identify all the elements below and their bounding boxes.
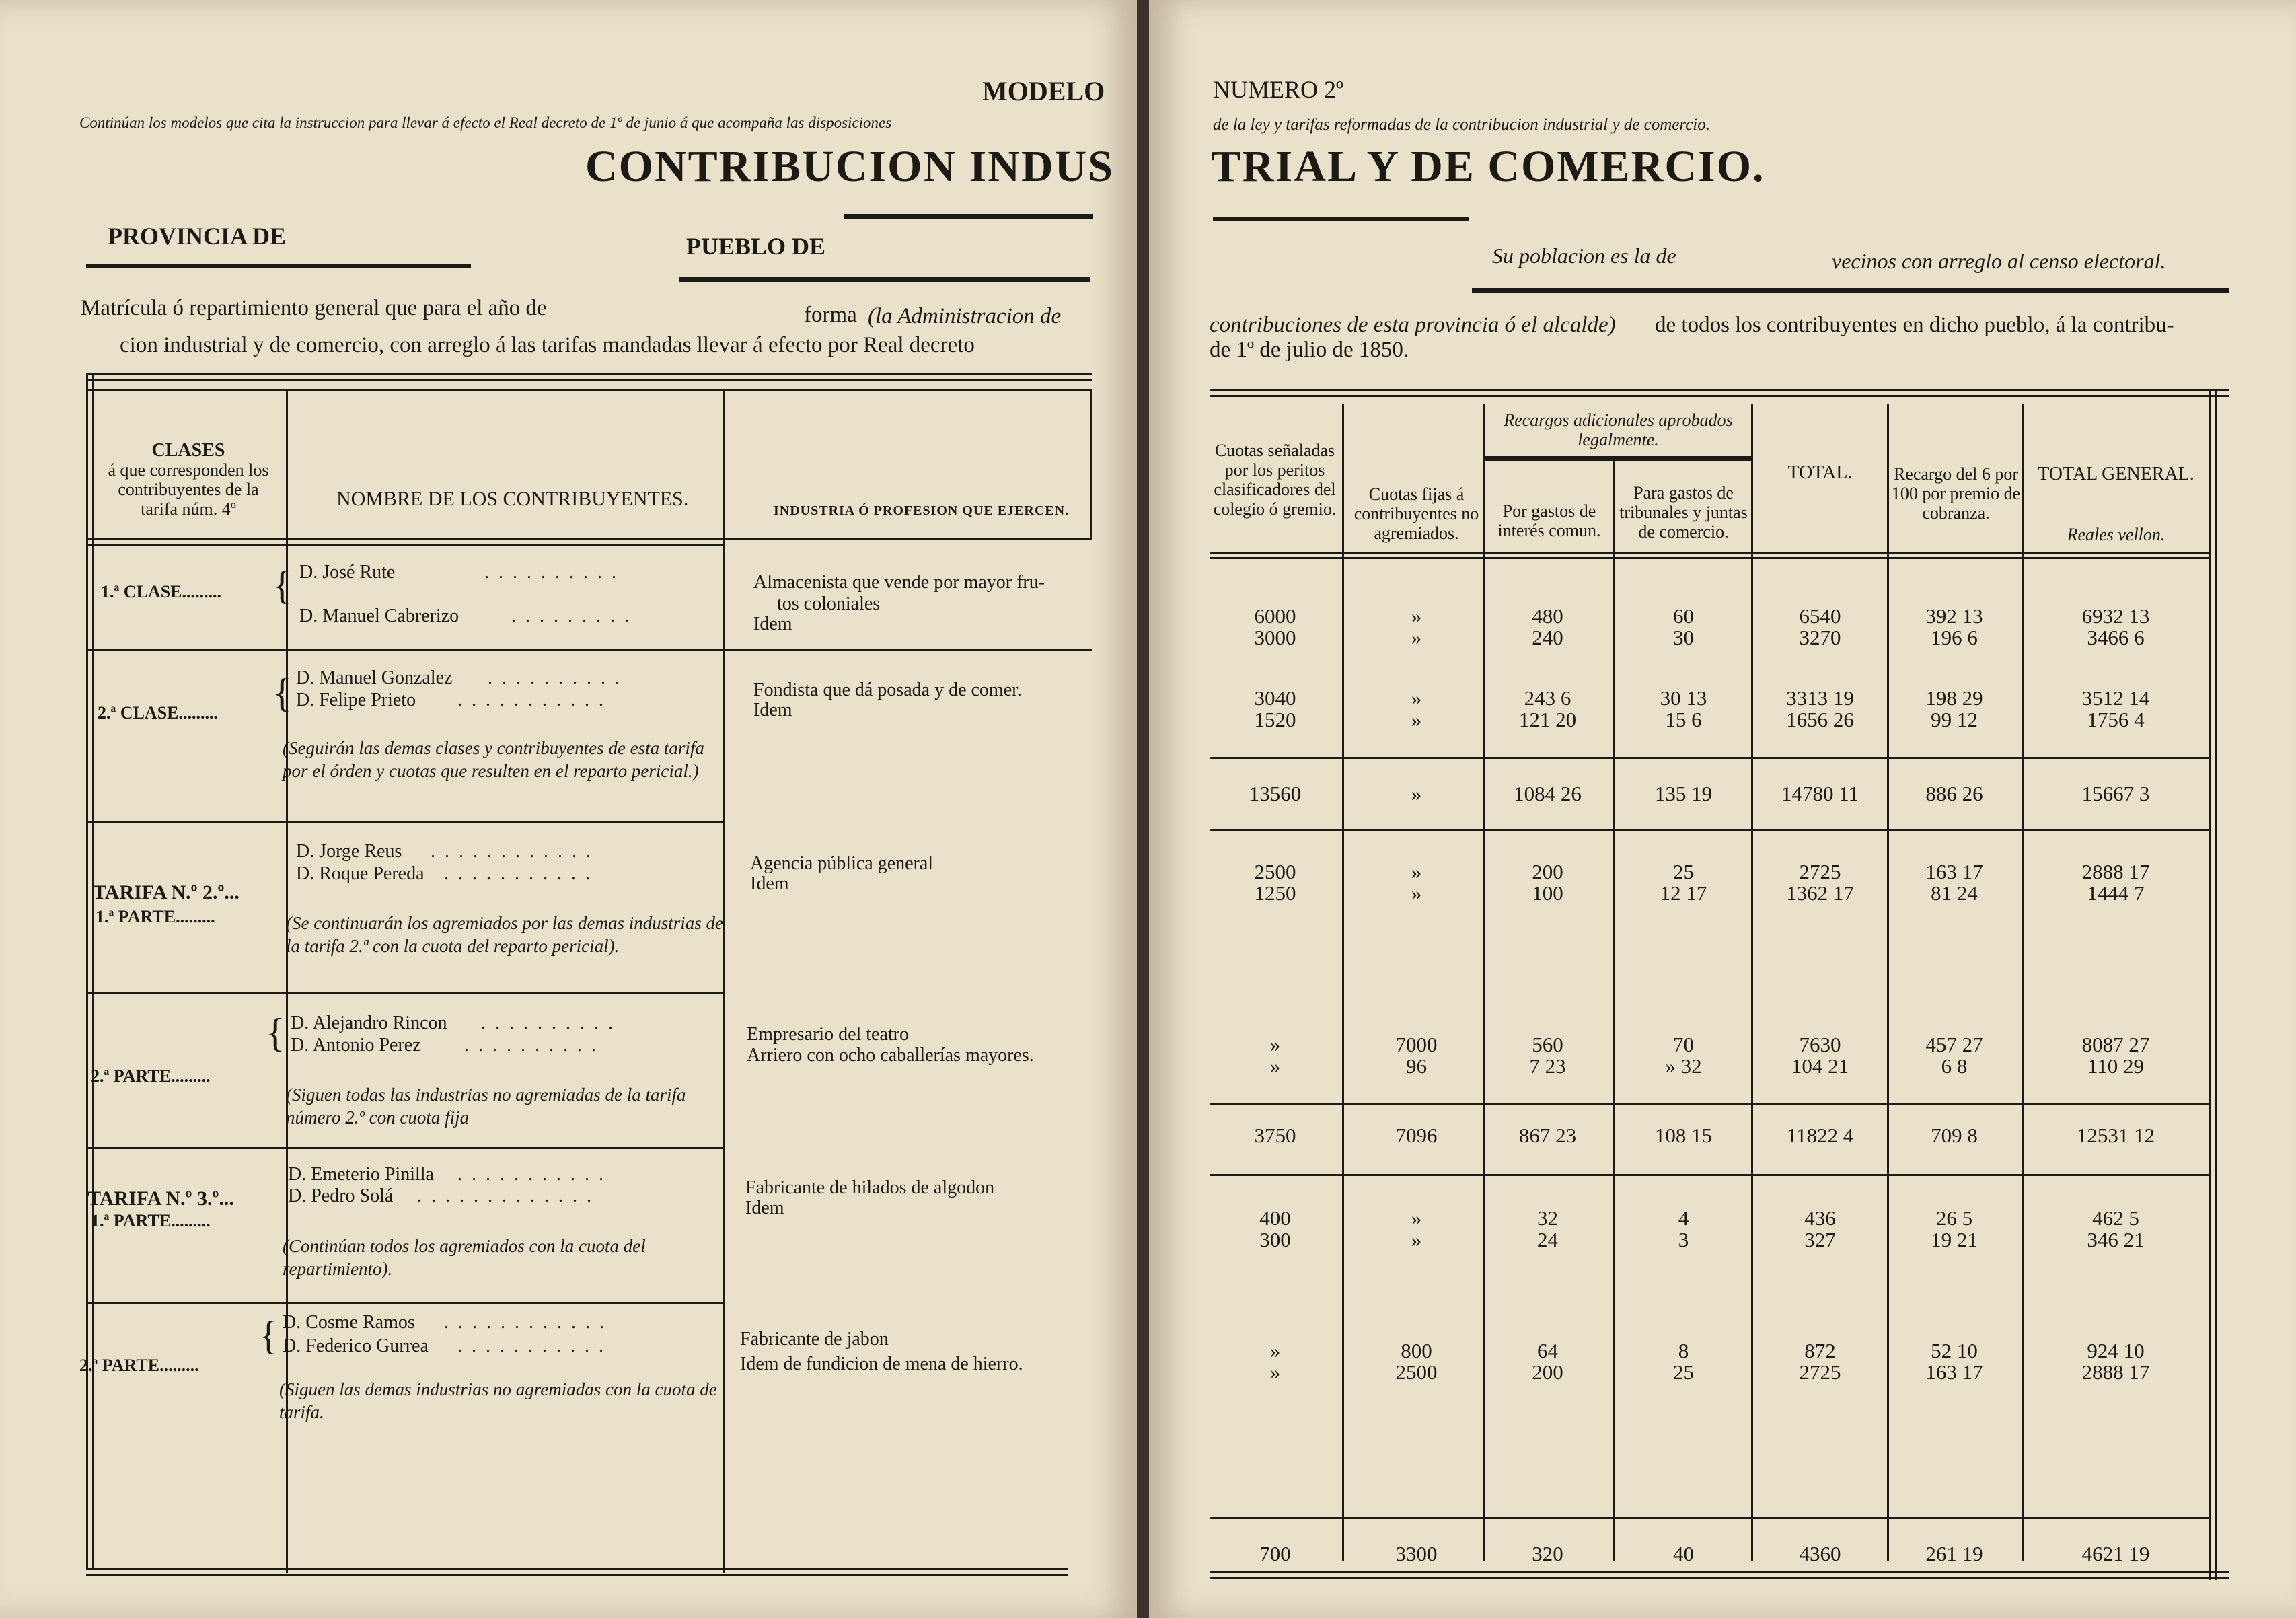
leader-dots: ............ (431, 841, 600, 862)
table-cell: 14780 11 (1781, 782, 1859, 805)
table-cell: 8 (1678, 1339, 1689, 1362)
table-cell: 30 13 (1660, 686, 1707, 710)
col-divider (1613, 457, 1615, 1561)
table-cell: 19 21 (1931, 1228, 1978, 1251)
leader-dots: .......... (481, 1013, 622, 1033)
col-divider-3 (1090, 389, 1092, 540)
table-cell: 457 27 (1925, 1033, 1983, 1056)
table-cell: 3 (1678, 1228, 1689, 1251)
numero-label: NUMERO 2º (1213, 76, 1344, 103)
table-cell: 7630 (1799, 1033, 1841, 1056)
table-cell: 24 (1537, 1228, 1558, 1251)
table-cell: 13560 (1249, 782, 1302, 805)
poblacion-text: Su poblacion es la de (1492, 244, 1676, 268)
leader-dots: ........... (457, 1164, 613, 1185)
contributor-name: D. Alejandro Rincon (291, 1013, 447, 1033)
table-cell: 110 29 (2087, 1054, 2145, 1078)
col-divider (1342, 404, 1344, 1561)
table-cell: 3270 (1799, 626, 1841, 649)
header-bottom-rule-2 (1210, 557, 2209, 559)
header-total: TOTAL. (1787, 462, 1853, 483)
group-divider (86, 1302, 725, 1304)
header-bottom-rule (86, 538, 1092, 540)
title-rule (1213, 217, 1469, 221)
table-cell: 3466 6 (2087, 626, 2145, 649)
table-cell: » (1269, 1054, 1281, 1078)
tarifa-label: TARIFA N.º 2.º... (93, 881, 239, 904)
contributor-name: D. Emeterio Pinilla (288, 1164, 434, 1185)
contributor-name: D. Roque Pereda (296, 863, 424, 884)
brace: { (272, 671, 292, 715)
table-cell: » (1411, 604, 1422, 628)
table-cell: 2725 (1799, 1360, 1841, 1384)
col-divider (1887, 404, 1889, 1561)
pueblo-label: PUEBLO DE (686, 233, 826, 260)
table-top-rule (1210, 389, 2229, 397)
table-cell: 108 15 (1654, 1124, 1713, 1147)
table-cell: 200 (1532, 1360, 1563, 1384)
table-cell: 800 (1401, 1339, 1432, 1362)
table-right-border (2209, 389, 2217, 1580)
table-bottom-rule (1210, 1571, 2229, 1579)
group-label: 2.ª CLASE......... (98, 703, 218, 723)
table-cell: 400 (1259, 1206, 1291, 1230)
table-cell: 3300 (1395, 1542, 1438, 1566)
industry-text: Empresario del teatro (747, 1024, 910, 1045)
contributor-name: D. Manuel Cabrerizo (299, 605, 459, 626)
table-cell: 436 (1804, 1206, 1836, 1230)
header-cuotas-fijas: Cuotas fijas á contribuyentes no agremiados. (1354, 484, 1479, 543)
table-cell: 6 8 (1941, 1054, 1968, 1078)
table-cell: 886 26 (1925, 782, 1983, 805)
header-clases: CLASES á que corresponden los contribuyentes de la tarifa núm. 4º (108, 440, 269, 519)
table-cell: 104 21 (1791, 1054, 1849, 1078)
table-cell: 11822 4 (1786, 1124, 1854, 1147)
table-cell: 8087 27 (2081, 1033, 2150, 1056)
leader-dots: ............ (444, 1312, 614, 1333)
table-cell: 3040 (1254, 686, 1296, 710)
table-cell: 7000 (1395, 1033, 1438, 1056)
matricula-text-c: (la Administracion de (868, 304, 1062, 328)
table-cell: 3313 19 (1786, 686, 1854, 710)
industry-text: Fondista que dá posada y de comer. (753, 679, 1022, 700)
group-label: 1.ª PARTE......... (91, 1211, 211, 1230)
header-total-general: TOTAL GENERAL. (2038, 464, 2194, 484)
group-note: (Se continuarán los agremiados por las demas industrias de la tarifa 2.ª con la cuota del reparto pericial). (286, 913, 723, 956)
table-cell: » (1411, 686, 1422, 710)
table-cell: 2500 (1254, 860, 1296, 883)
contrib-text-b: de todos los contribuyentes en dicho pueblo, á la contribu- (1655, 313, 2174, 337)
table-cell: » 32 (1665, 1054, 1702, 1078)
group-note: (Seguirán las demas clases y contribuyentes de esta tarifa por el órden y cuotas que resulten en el reparto pericial.) (283, 738, 704, 781)
intro-line: Continúan los modelos que cita la instruccion para llevar á efecto el Real decreto de 1º de junio á que acompaña las disposiciones (79, 114, 892, 131)
contributor-name: D. Federico Gurrea (283, 1335, 429, 1356)
table-cell: 64 (1537, 1339, 1558, 1362)
tarifa-label: TARIFA N.º 3.º... (87, 1187, 234, 1210)
leader-dots: ............. (417, 1185, 601, 1206)
header-por-gastos: Por gastos de interés comun. (1497, 501, 1601, 540)
table-cell: 198 29 (1925, 686, 1983, 710)
contributor-name: D. José Rute (299, 562, 396, 583)
industry-text: Fabricante de hilados de algodon (745, 1177, 995, 1198)
industry-text: Agencia pública general (750, 853, 934, 874)
industry-text: tos coloniales (777, 593, 881, 614)
table-cell: 462 5 (2092, 1206, 2139, 1230)
table-cell: 4360 (1799, 1542, 1841, 1566)
table-cell: » (1411, 881, 1422, 905)
table-cell: 709 8 (1931, 1124, 1978, 1147)
title-right: TRIAL Y DE COMERCIO. (1211, 142, 1765, 191)
table-cell: 135 19 (1654, 782, 1713, 805)
provincia-rule (86, 264, 471, 268)
table-cell: » (1411, 782, 1422, 805)
table-cell: 81 24 (1931, 881, 1978, 905)
industry-text: Idem (745, 1198, 784, 1218)
recargos-rule (1485, 456, 1751, 461)
group-label: 2.ª PARTE......... (79, 1356, 199, 1375)
contributor-name: D. Felipe Prieto (296, 690, 416, 710)
table-cell: 1656 26 (1786, 708, 1854, 731)
right-page (1149, 0, 2296, 1618)
contrib-text-line2: de 1º de julio de 1850. (1210, 338, 1409, 362)
table-cell: 240 (1532, 626, 1563, 649)
brace: { (272, 563, 292, 608)
group-note: (Siguen las demas industrias no agremiadas con la cuota de tarifa. (279, 1379, 717, 1422)
brace: { (266, 1010, 285, 1055)
table-cell: 26 5 (1935, 1206, 1973, 1230)
poblacion-rule (1472, 288, 2229, 293)
table-cell: 4621 19 (2081, 1542, 2150, 1566)
table-cell: 867 23 (1518, 1124, 1577, 1147)
table-cell: 3000 (1254, 626, 1296, 649)
table-cell: » (1411, 626, 1422, 649)
leader-dots: .......... (484, 562, 626, 583)
table-cell: » (1411, 1228, 1422, 1251)
table-cell: 2888 17 (2081, 1360, 2150, 1384)
group-divider (86, 1147, 725, 1149)
left-page (0, 0, 1137, 1618)
table-cell: 872 (1804, 1339, 1836, 1362)
table-cell: 4 (1678, 1206, 1689, 1230)
table-cell: 2888 17 (2081, 860, 2150, 883)
table-cell: 1084 26 (1514, 782, 1582, 805)
industry-text: Fabricante de jabon (740, 1329, 889, 1350)
industry-text: Idem (750, 873, 789, 894)
table-top-rule (86, 373, 1092, 381)
table-cell: 7096 (1395, 1124, 1438, 1147)
group-divider (86, 992, 725, 994)
contributor-name: D. Manuel Gonzalez (296, 667, 453, 688)
matricula-text-b: forma (804, 303, 857, 327)
table-cell: 6000 (1254, 604, 1296, 628)
table-cell: 25 (1673, 860, 1694, 883)
leader-dots: ........... (444, 863, 599, 884)
table-cell: 70 (1673, 1033, 1694, 1056)
table-cell: 327 (1804, 1228, 1836, 1251)
table-cell: 15 6 (1665, 708, 1702, 731)
industry-text: Almacenista que vende por mayor fru- (753, 572, 1045, 593)
table-cell: 300 (1259, 1228, 1291, 1251)
header-recargo-6: Recargo del 6 por 100 por premio de cobranza. (1891, 464, 2021, 523)
col-divider (2022, 404, 2024, 1561)
table-cell: 40 (1673, 1542, 1694, 1566)
group-note: (Continúan todos los agremiados con la cuota del repartimiento). (283, 1236, 646, 1279)
table-cell: 200 (1532, 860, 1563, 883)
group-label: 2.ª PARTE......... (91, 1066, 211, 1086)
ley-line: de la ley y tarifas reformadas de la contribucion industrial y de comercio. (1213, 116, 1711, 134)
header-bottom-rule-2 (86, 544, 725, 546)
table-cell: 60 (1673, 604, 1694, 628)
table-cell: 99 12 (1931, 708, 1978, 731)
table-cell: 346 21 (2087, 1228, 2145, 1251)
matricula-text-line2: cion industrial y de comercio, con arreglo á las tarifas mandadas llevar á efecto por Real decreto (120, 333, 975, 357)
table-cell: 12 17 (1660, 881, 1707, 905)
industry-text: Arriero con ocho caballerías mayores. (747, 1045, 1034, 1066)
vecinos-text: vecinos con arreglo al censo electoral. (1832, 249, 2166, 273)
industry-text: Idem de fundicion de mena de hierro. (740, 1354, 1023, 1374)
header-reales: Reales vellon. (2067, 525, 2165, 544)
table-cell: 243 6 (1524, 686, 1571, 710)
table-cell: 480 (1532, 604, 1563, 628)
table-cell: » (1269, 1360, 1281, 1384)
header-bottom-rule (1210, 552, 2209, 554)
table-left-border (86, 373, 94, 1568)
section-rule (1210, 829, 2209, 831)
provincia-label: PROVINCIA DE (108, 223, 287, 250)
table-cell: 15667 3 (2081, 782, 2150, 805)
table-cell: » (1411, 1206, 1422, 1230)
contributor-name: D. Jorge Reus (296, 841, 402, 862)
group-note: (Siguen todas las industrias no agremiadas de la tarifa número 2.º con cuota fija (286, 1084, 686, 1128)
table-cell: 30 (1673, 626, 1694, 649)
table-bottom-rule (86, 1568, 1068, 1576)
col-divider (1483, 404, 1485, 1561)
table-cell: 392 13 (1925, 604, 1983, 628)
table-cell: 2725 (1799, 860, 1841, 883)
title-rule (844, 214, 1093, 219)
table-cell: 1444 7 (2087, 881, 2145, 905)
header-para-gastos: Para gastos de tribunales y juntas de comercio. (1619, 483, 1748, 542)
contributor-name: D. Antonio Perez (291, 1035, 421, 1056)
table-cell: 6540 (1799, 604, 1841, 628)
header-nombre: NOMBRE DE LOS CONTRIBUYENTES. (336, 488, 689, 510)
table-cell: 7 23 (1529, 1054, 1566, 1078)
modelo-label: MODELO (982, 76, 1105, 106)
header-industria: INDUSTRIA Ó PROFESION QUE EJERCEN. (774, 503, 1070, 518)
table-cell: 1756 4 (2087, 708, 2145, 731)
table-cell: 700 (1259, 1542, 1291, 1566)
table-cell: » (1269, 1339, 1281, 1362)
table-cell: 261 19 (1925, 1542, 1983, 1566)
table-cell: 1250 (1254, 881, 1296, 905)
section-rule (1210, 757, 2209, 759)
table-cell: 924 10 (2087, 1339, 2145, 1362)
col-divider-2 (723, 389, 725, 1573)
table-cell: 3512 14 (2081, 686, 2150, 710)
leader-dots: .......... (464, 1035, 605, 1056)
table-top-rule-2 (86, 389, 1092, 391)
table-cell: 52 10 (1931, 1339, 1978, 1362)
title-left: CONTRIBUCION INDUS (585, 142, 1114, 191)
table-cell: 1362 17 (1786, 881, 1854, 905)
table-cell: » (1411, 708, 1422, 731)
table-cell: 100 (1532, 881, 1563, 905)
group-label: 1.ª PARTE......... (96, 907, 215, 926)
col-divider (1751, 404, 1753, 1561)
table-cell: 320 (1532, 1542, 1563, 1566)
brace: { (259, 1313, 279, 1358)
leader-dots: .......... (488, 667, 629, 688)
table-cell: 1520 (1254, 708, 1296, 731)
table-cell: 96 (1406, 1054, 1427, 1078)
section-rule (1210, 1174, 2209, 1176)
table-cell: 32 (1537, 1206, 1558, 1230)
table-cell: 12531 12 (2076, 1124, 2155, 1147)
table-cell: 6932 13 (2081, 604, 2150, 628)
group-divider (86, 649, 1092, 651)
header-cuotas-senaladas: Cuotas señaladas por los peritos clasificadores del colegio ó gremio. (1213, 441, 1337, 519)
table-cell: 196 6 (1931, 626, 1978, 649)
group-divider (86, 821, 725, 823)
industry-text: Idem (753, 614, 792, 634)
industry-text: Idem (753, 700, 792, 721)
section-rule (1210, 1517, 2209, 1519)
table-cell: » (1411, 860, 1422, 883)
contributor-name: D. Cosme Ramos (283, 1312, 415, 1333)
section-rule (1210, 1103, 2209, 1105)
pueblo-rule (679, 277, 1090, 282)
table-cell: 163 17 (1925, 1360, 1983, 1384)
table-cell: 121 20 (1518, 708, 1577, 731)
contributor-name: D. Pedro Solá (288, 1185, 394, 1206)
table-cell: 560 (1532, 1033, 1563, 1056)
leader-dots: ......... (511, 605, 638, 626)
contrib-text-a: contribuciones de esta provincia ó el alcalde) (1210, 313, 1616, 337)
table-cell: » (1269, 1033, 1281, 1056)
table-cell: 163 17 (1925, 860, 1983, 883)
table-cell: 25 (1673, 1360, 1694, 1384)
table-cell: 3750 (1254, 1124, 1296, 1147)
matricula-text-a: Matrícula ó repartimiento general que para el año de (81, 296, 547, 320)
leader-dots: ........... (457, 1335, 613, 1356)
leader-dots: ........... (457, 690, 613, 710)
table-cell: 2500 (1395, 1360, 1438, 1384)
header-recargos: Recargos adicionales aprobados legalmente. (1504, 410, 1733, 449)
group-label: 1.ª CLASE......... (101, 582, 221, 601)
